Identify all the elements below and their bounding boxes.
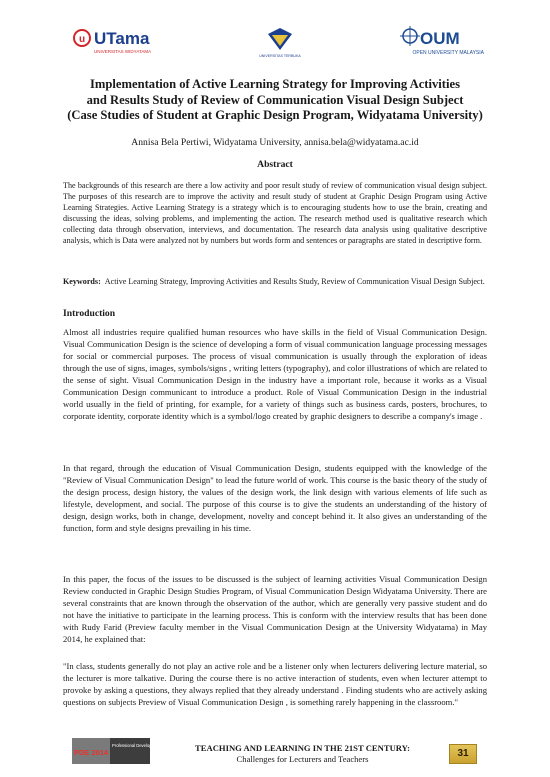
pde-logo-text: PDE 2014 [73, 748, 109, 757]
abstract-text: The backgrounds of this research are there a low activity and poor result study of review of communication visual design subject. The purposes of this research are to improve the activity and result study of student at Graphic Design Program using Active Learning Strategies. Active Learning Strategy is a strategy which is to encouraging students how to use the brain, creating and discussing the ideas, solving problems, and implementing the action. The research method used is qualitative research which collecting data through observation, interviews, and documentation. The research data analysis using qualitative descriptive analysis, which is Data were analyzed not by numbers but words form and sentences or paragraphs are stated in descriptive form. [63, 181, 487, 245]
utama-logo-text: UTama [94, 29, 150, 48]
title-line-1: Implementation of Active Learning Strategy for Improving Activities [90, 77, 460, 91]
quote-paragraph: "In class, students generally do not play an active role and be a listener only when lecturers delivering lecture material, so the lecturer is more talkative. During the course there is no active interaction of students, even when lecturer attempt to provoke by asking a questions, they always replied that they already understand . Finding students who are actively asking questions on subjects Preview of Visual Communication Design , is something rarely happening in the classroom." [63, 661, 487, 708]
keywords-label: Keywords: [63, 277, 101, 286]
utama-logo-tagline: UNIVERSITAS WIDYATAMA [94, 49, 152, 54]
pde-logo-tagline: Professional Development in Education [112, 743, 186, 748]
svg-text:u: u [78, 34, 86, 45]
oum-logo-text: OUM [420, 29, 460, 48]
pde-logo [72, 738, 186, 764]
page-footer [0, 738, 550, 768]
body-paragraph: In this paper, the focus of the issues to be discussed is the subject of learning activities Visual Communication Design Review conducted in Graphic Design Studies Program, of Visual Communication Design Widyatama University. There are several constraints that are known through the observation of the author, which are generally very passive student and do not have the initiative to participate in the learning process. This is conform with the interview results that has been done with Rudy Farid (Preview faculty member in the Visual Communication Design at the University Widyatama) in May 2014, he explained that: [63, 574, 487, 645]
footer-line-1: TEACHING AND LEARNING IN THE 21ST CENTURY: [195, 743, 410, 753]
introduction-heading: Introduction [63, 308, 116, 319]
title-line-2: and Results Study of Review of Communication Visual Design Subject [86, 92, 464, 107]
abstract-heading: Abstract [257, 159, 293, 170]
oum-logo [386, 24, 486, 58]
footer-title [165, 743, 440, 765]
body-paragraph: In that regard, through the education of Visual Communication Design, students equipped with the knowledge of the "Review of Visual Communication Design" to lead the future world of work. This course is the basic theory of the study of the design process, design history, the values of the design work, the link design with various elements of life such as lifestyle, development, and social. The purpose of this course is to give the students an understanding of the history of design, design works, both in change, development, novelty and concept behind it. It also gives an understanding of the function, form and style designs prevailing in his time. [63, 463, 487, 534]
paper-title [60, 77, 490, 124]
title-line-3: (Case Studies of Student at Graphic Design Program, Widyatama University) [67, 108, 483, 122]
header-logos [0, 18, 550, 58]
page-number-badge: 31 [449, 744, 477, 764]
ut-logo-text: UNIVERSITAS TERBUKA [259, 54, 301, 58]
author-line: Annisa Bela Pertiwi, Widyatama University, annisa.bela@widyatama.ac.id [131, 137, 419, 148]
footer-line-2: Challenges for Lecturers and Teachers [236, 754, 369, 764]
universitas-terbuka-logo [259, 26, 301, 60]
oum-logo-tagline: OPEN UNIVERSITY MALAYSIA [412, 50, 484, 56]
utama-logo [72, 26, 182, 56]
keywords-text: Active Learning Strategy, Improving Activities and Results Study, Review of Communication Visual Design Subject. [104, 277, 485, 286]
keywords [63, 276, 487, 287]
body-paragraph: Almost all industries require qualified human resources who have skills in the field of Visual Communication Design. Visual Communication Design is the science of developing a form of visual communication language processing messages for social or commercial purposes. The process of visual communication is usually through the exploration of ideas through the use of signs, images, symbols/signs , writing letters (typography), and color illustrations of which are related to the sense of sight. Visual Communication Design in the industry have a important role, because it works as a Visual Communication Design communicant to introduce a product. Role of Visual Communication Design in the industrial world usually in the field of printing, for example, for a variety of things such as business cards, posters, brochures, to corporate identity, corporate identity which is a symbol/logo created by graphic designers to describe a company's image . [63, 327, 487, 422]
